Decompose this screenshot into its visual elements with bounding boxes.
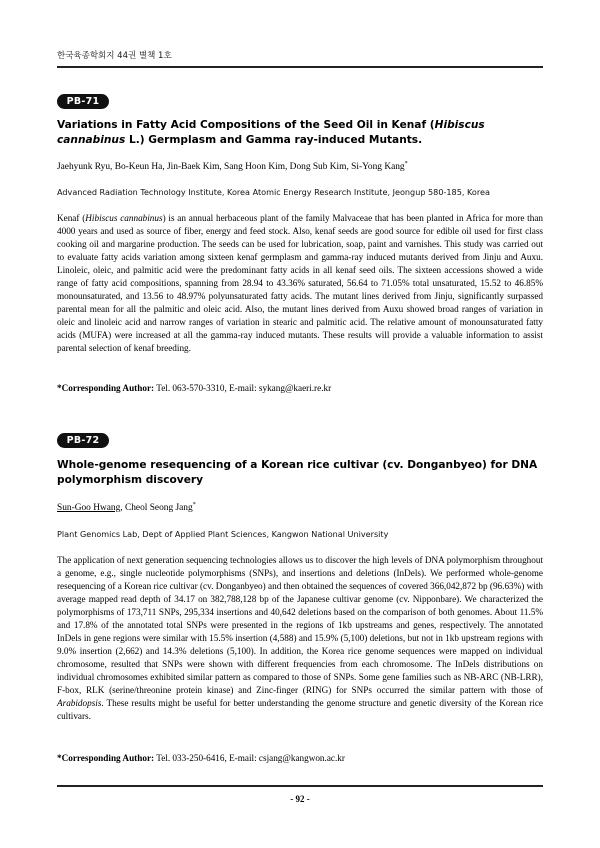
header-rule (57, 66, 543, 68)
affiliation: Advanced Radiation Technology Institute, Korea Atomic Energy Research Institute, Jeongup 580-185, Korea (57, 187, 490, 197)
page-number: - 92 - (290, 794, 310, 804)
author-list: Jaehyunk Ryu, Bo-Keun Ha, Jin-Baek Kim, Sang Hoon Kim, Dong Sub Kim, Si-Yong Kang* (57, 161, 408, 173)
author-list: Sun-Goo Hwang, Cheol Seong Jang* (57, 502, 196, 514)
journal-header: 한국육종학회지 44권 별책 1호 (57, 51, 172, 61)
article-badge: PB-71 (57, 94, 109, 109)
footer-rule (57, 785, 543, 787)
article-badge: PB-72 (57, 433, 109, 448)
abstract-text: Kenaf (Hibiscus cannabinus) is an annual herbaceous plant of the family Malvaceae that has been planted in Africa for more than 4000 years and used as source of fiber, energy and feed stock. Also, kenaf seeds are good source for edible oil used for first class cooking oil and margarine production. The seeds can be used for lubrication, soap, paint and varnishes. This study was carried out to evaluate fatty acids variation among sixteen kenaf germplasm and gamma-ray induced mutants derived from Jinju and Auxu. Linoleic, oleic, and palmitic acid were the predominant fatty acids in all kenaf seed oils. The sixteen accessions showed a wide range of fatty acid compositions, spanning from 28.94 to 43.36% saturated, 56.64 to 71.05% total unsaturated, 15.52 to 46.85% monounsaturated, and 13.56 to 48.97% polyunsaturated fatty acids. The mutant lines derived from Jinju, significantly surpassed parental mean for all the palmitic and oleic acid. Also, the mutant lines derived from Auxu showed broad ranges of variation in oleic and linoleic acid and narrow ranges of variation in stearic and palmitic acid. The relative amount of monounsaturated fatty acids (MUFA) were increased at all the gamma-ray induced mutants. These results will provide a valuable information to assist parental selection of kenaf breeding. (57, 213, 543, 353)
corresponding-author: *Corresponding Author: Tel. 063-570-3310, E-mail: sykang@kaeri.re.kr (57, 383, 332, 393)
affiliation: Plant Genomics Lab, Dept of Applied Plant Sciences, Kangwon National University (57, 529, 389, 539)
abstract-text: The application of next generation sequencing technologies allows us to discover the high levels of DNA polymorphism throughout a genome, e.g., single nucleotide polymorphisms (SNPs), and insertions and deletions (InDels). We performed whole-genome resequencing of a Korean rice cultivar (cv. Donganbyeo) and then obtained the sequences of covered 366,042,872 bp (96.63%) with average mapped read depth of 34.17 on 382,788,128 bp of the Japanese cultivar genome (cv. Nipponbare). We characterized the polymorphisms of 173,711 SNPs, 295,334 insertions and 40,642 deletions based on the comparison of both genomes. About 11.5% and 17.8% of the annotated total SNPs were presented in the regions of 1kb upstreams and genes, respectively. The annotated InDels in gene regions were similar with 15.5% insertion (4,588) and 15.9% (5,100) deletions, but not in 1kb upstream regions with 9.0% insertion (2,662) and 14.3% deletions (5,100). In addition, the Korea rice genome sequences were mapped on individual chromosome, resulted that SNPs were shown with different frequencies from each chromosome. The InDels distributions on individual chromosomes exhibited similar pattern as compared to those of SNPs. Some gene families such as NB-ARC (NB-LRR), F-box, RLK (serine/threonine protein kinase) and Zinc-finger (RING) for SNPs occurred the similar pattern with those of Arabidopsis. These results might be useful for better understanding the genome structure and genetic diversity of the Korean rice cultivars. (57, 555, 543, 721)
article-title: Whole-genome resequencing of a Korean rice cultivar (cv. Donganbyeo) for DNA polymorphism discovery (57, 459, 538, 486)
article-title: Variations in Fatty Acid Compositions of the Seed Oil in Kenaf (Hibiscus cannabinus L.) Germplasm and Gamma ray-induced Mutants. (57, 119, 485, 146)
corresponding-author: *Corresponding Author: Tel. 033-250-6416, E-mail: csjang@kangwon.ac.kr (57, 753, 345, 763)
